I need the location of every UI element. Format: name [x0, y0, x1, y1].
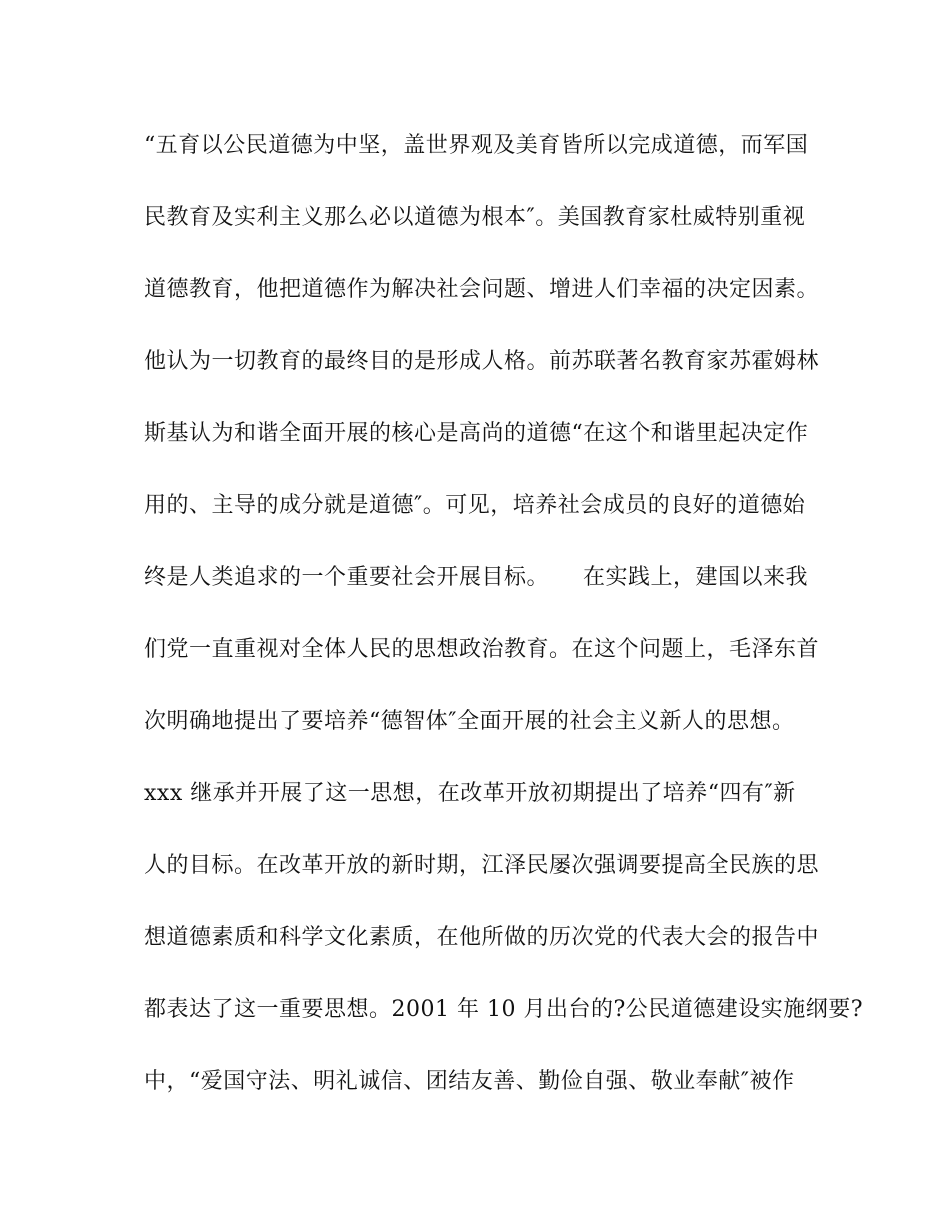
text-line: 人的目标。在改革开放的新时期，江泽民屡次强调要提高全民族的思: [144, 853, 820, 878]
body-text: [144, 120, 864, 1128]
text-line: 民教育及实利主义那么必以道德为根本″。美国教育家杜威特别重视: [144, 205, 806, 230]
text-line: 用的、主导的成分就是道德″。可见，培养社会成员的良好的道德始: [144, 493, 806, 518]
text-line: 都表达了这一重要思想。2001 年 10 月出台的?公民道德建设实施纲要?: [144, 997, 864, 1022]
text-line: 终是人类追求的一个重要社会开展目标。 在实践上，建国以来我: [144, 565, 809, 590]
text-line: 他认为一切教育的最终目的是形成人格。前苏联著名教育家苏霍姆林: [144, 349, 820, 374]
text-line: 们党一直重视对全体人民的思想政治教育。在这个问题上，毛泽东首: [144, 637, 820, 662]
text-line: 想道德素质和科学文化素质，在他所做的历次党的代表大会的报告中: [144, 925, 820, 950]
text-line: 次明确地提出了要培养“德智体″全面开展的社会主义新人的思想。: [144, 709, 795, 734]
text-line: 中，“爱国守法、明礼诚信、团结友善、勤俭自强、敬业奉献″被作: [144, 1069, 795, 1094]
text-line: 斯基认为和谐全面开展的核心是高尚的道德“在这个和谐里起决定作: [144, 421, 809, 446]
text-line: xxx 继承并开展了这一思想，在改革开放初期提出了培养“四有″新: [144, 781, 796, 806]
text-line: 道德教育，他把道德作为解决社会问题、增进人们幸福的决定因素。: [144, 277, 820, 302]
text-line: “五育以公民道德为中坚，盖世界观及美育皆所以完成道德，而军国: [144, 133, 809, 158]
